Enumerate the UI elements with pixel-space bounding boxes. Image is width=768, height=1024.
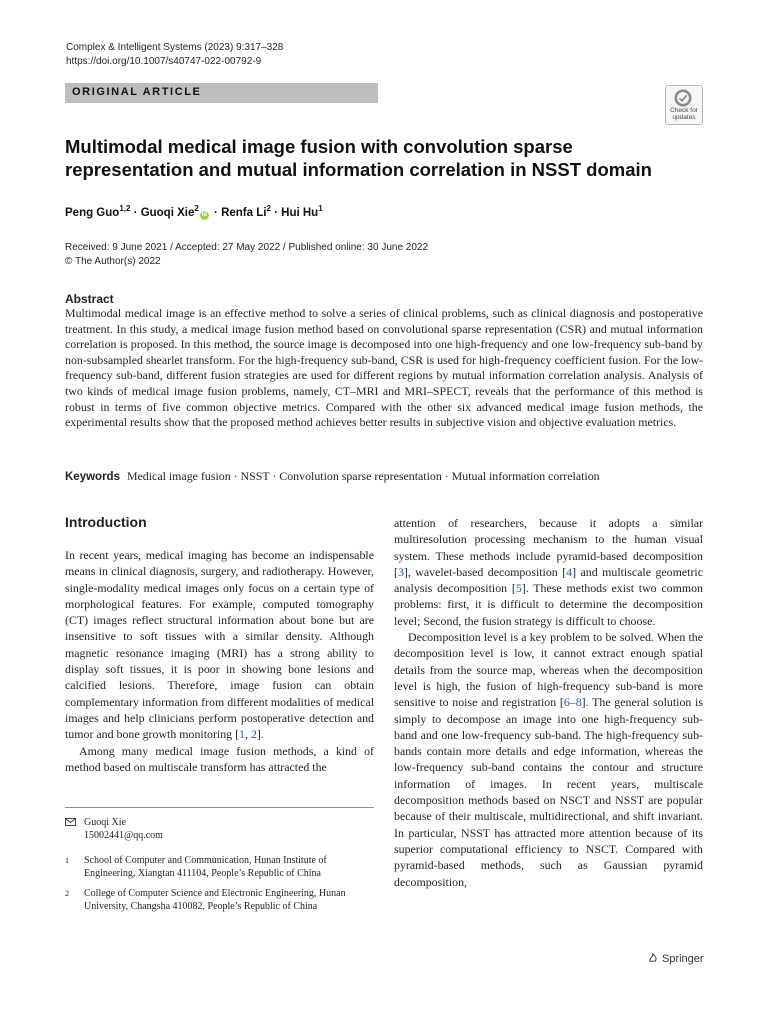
doi-link[interactable]: https://doi.org/10.1007/s40747-022-00792-9 — [66, 56, 262, 67]
abstract-text: Multimodal medical image is an effective method to solve a series of clinical problems, such as clinical diagnosis and postoperative treatment. In this study, a medical image fusion method based on convolutional sparse representation (CSR) and mutual information correlation is proposed. In this method, the source image is decomposed into one high-frequency and one low-frequency sub-band by non-subsampled shearlet transform. For the high-frequency sub-band, CSR is used for high-frequency coefficient fusion. For the low-frequency sub-band, different fusion strategies are used for different regions by mutual information correlation analysis. Analysis of two kinds of medical image fusion problems, namely, CT–MRI and MRI–SPECT, reveals that the performance of this method is robust in terms of five common objective metrics. Compared with the other six advanced medical image fusion methods, the experimental results show that the proposed method achieves better results in subjective vision and objective evaluation metrics. — [65, 306, 703, 430]
journal-citation: Complex & Intelligent Systems (2023) 9:317–328 — [66, 42, 284, 53]
affiliation-number: 2 — [65, 889, 69, 898]
affiliation-number: 1 — [65, 856, 69, 865]
orcid-icon[interactable]: id — [201, 211, 207, 218]
author-1[interactable]: Peng Guo$^{1,2}$ — [65, 204, 131, 219]
badge-label — [666, 107, 702, 121]
contact-name: Guoqi Xie — [84, 817, 126, 828]
ref-link[interactable]: 5 — [515, 581, 522, 596]
badge-line1: Check for — [670, 107, 698, 114]
author-separator: · — [133, 206, 138, 219]
intro-paragraph-3: attention of researchers, because it adopts a similar multiresolution processing mechanism to the human visual system. These methods include pyramid-based decomposition [3], wavelet-based decomposition [4] and multiscale geometric analysis decomposition [5]. These methods exist two common problems: first, it is difficult to determine the decomposition level; Second, the fusion strategy is difficult to choose. — [394, 516, 703, 628]
keywords — [65, 468, 703, 485]
article-type-label: ORIGINAL ARTICLE — [72, 86, 202, 98]
springer-logo-icon — [648, 952, 659, 963]
publisher-name: Springer — [662, 953, 704, 965]
article-type-banner — [65, 83, 378, 103]
ref-link[interactable]: 3 — [397, 564, 404, 579]
affiliation-text: College of Computer Science and Electronic Engineering, Hunan University, Changsha 410082, People’s Republic of China — [84, 888, 346, 912]
email-icon — [65, 818, 76, 826]
intro-paragraph-4: Decomposition level is a key problem to be solved. When the decomposition level is low, it cannot extract enough spatial details from the source map, whereas when the decomposition level is high, the fusion of high-frequency sub-band is more sensitive to noise and registration [6–8]. The general solution is simply to decompose an image into one high-frequency sub-band and one low-frequency sub-band. The high-frequency sub-bands contain more details and edge information, whereas the low-frequency sub-band contains the contour and structure information of images. In recent years, multiscale decomposition methods based on NSCT and NSST are popular because of their multiscale, multidirectional, and shift invariant. In particular, NSST has attracted more attention because of its superior computational efficiency to NSCT. Compared with pyramid-based methods, such as Gaussian pyramid decomposition, — [394, 630, 703, 889]
keywords-heading: Keywords — [65, 471, 120, 483]
contact-email[interactable]: 15002441@qq.com — [84, 830, 163, 841]
copyright: © The Author(s) 2022 — [65, 256, 161, 267]
footnote-divider — [65, 807, 374, 808]
affiliation-1 — [65, 854, 374, 884]
dates-line: Received: 9 June 2021 / Accepted: 27 May 2022 / Published online: 30 June 2022 — [65, 242, 429, 253]
left-column — [65, 547, 374, 775]
affiliation-text: School of Computer and Communication, Hunan Institute of Engineering, Xiangtan 411104, People’s Republic of China — [84, 855, 327, 879]
author-separator: · — [214, 206, 218, 219]
intro-paragraph-2: Among many medical image fusion methods, a kind of method based on multiscale transform has attracted the — [65, 743, 374, 774]
ref-link[interactable]: 6–8 — [563, 695, 582, 710]
introduction-heading: Introduction — [65, 514, 147, 530]
author-3[interactable]: Renfa Li$^2$ — [221, 204, 271, 219]
abstract-heading: Abstract — [65, 292, 114, 306]
author-2[interactable]: Guoqi Xie$^2$id — [140, 204, 207, 219]
right-column — [394, 515, 703, 890]
keywords-list: Medical image fusion · NSST · Convolution sparse representation · Mutual information correlation — [126, 469, 600, 483]
publisher-logo — [648, 952, 704, 965]
check-for-updates-badge[interactable] — [665, 85, 703, 125]
check-for-updates-icon — [674, 89, 692, 107]
paper-title: Multimodal medical image fusion with convolution sparse representation and mutual information correlation in NSST domain — [65, 136, 652, 180]
author-4[interactable]: Hui Hu$^1$ — [281, 204, 323, 219]
badge-line2: updates — [672, 114, 696, 121]
author-separator: · — [274, 206, 278, 219]
ref-link[interactable]: 4 — [566, 564, 573, 579]
journal-info — [66, 41, 283, 69]
publication-dates — [65, 241, 428, 269]
author-list — [65, 204, 323, 220]
contact-footnote — [65, 816, 374, 846]
intro-paragraph-1: In recent years, medical imaging has become an indispensable means in clinical diagnosis, surgery, and radiotherapy. However, single-modality medical images only focus on a certain type of morphological features. For example, computed tomography (CT) images reflect structural information about bone but are insensitive to soft tissues with a similar density. Although magnetic resonance imaging (MRI) has a strong ability to display soft tissues, it is poor in showing bone lesions and calcified lesions. Therefore, image fusion can obtain complementary information from different modalities of medical images and help clinicians perform postoperative detection and tumor and bone growth monitoring [1, 2]. — [65, 548, 374, 742]
ref-link[interactable]: 1 — [239, 727, 245, 742]
ref-link[interactable]: 2 — [250, 727, 257, 742]
affiliation-2 — [65, 887, 374, 929]
